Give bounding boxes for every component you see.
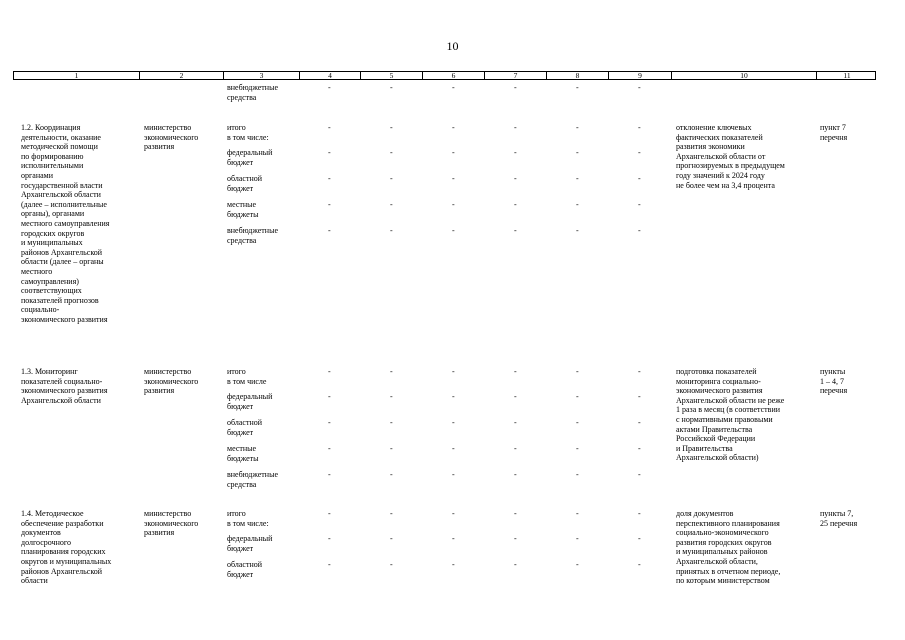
task-text: городских округов: [21, 228, 85, 238]
header-cell-1: 1: [74, 71, 79, 80]
dash-cell: -: [328, 470, 331, 479]
dash-cell: -: [452, 534, 455, 543]
executor-text: развития: [144, 142, 175, 152]
page-number: 10: [446, 39, 459, 53]
dash-cell: -: [390, 83, 393, 92]
dash-cell: -: [514, 200, 517, 209]
dash-cell: -: [638, 83, 641, 92]
table-header: [13, 71, 876, 80]
dash-cell: -: [328, 444, 331, 453]
header-cell-8: 8: [546, 72, 608, 79]
dash-cell: -: [638, 470, 641, 479]
dash-cell: -: [328, 123, 331, 132]
source-label: бюджет: [227, 157, 254, 167]
result-text: прогнозируемых в предыдущем: [676, 161, 785, 171]
dash-cell: -: [328, 367, 331, 376]
dash-cell: -: [328, 534, 331, 543]
task-text: районов Архангельской: [21, 566, 103, 576]
dash-cell: -: [638, 392, 641, 401]
task-text: округов и муниципальных: [21, 557, 112, 566]
source-label: бюджеты: [227, 453, 259, 463]
dash-cell: -: [328, 560, 331, 569]
source-label: бюджет: [227, 427, 254, 437]
dash-cell: -: [328, 509, 331, 518]
header-cell-10: 10: [671, 72, 816, 79]
source-label: областной: [227, 560, 263, 569]
dash-cell: -: [576, 174, 579, 183]
header-cell-9: 9: [608, 72, 671, 79]
task-text: и муниципальных: [21, 238, 83, 248]
dash-cell: -: [390, 148, 393, 157]
task-text: экономического развития: [21, 386, 108, 396]
source-label: в том числе: [227, 376, 267, 386]
items-text: 1 – 4, 7: [820, 376, 844, 386]
dash-cell: -: [390, 560, 393, 569]
executor-text: министерство: [144, 367, 192, 376]
header-cell-6: 6: [422, 72, 484, 79]
source-label: областной: [227, 418, 263, 427]
source-label: в том числе:: [227, 132, 269, 142]
result-text: с нормативными правовыми: [676, 415, 773, 424]
executor-text: экономического: [144, 376, 199, 386]
source-label: итого: [227, 367, 246, 376]
task-text: области: [21, 576, 48, 586]
task-text: методической помощи: [21, 142, 98, 152]
dash-cell: -: [638, 444, 641, 453]
dash-cell: -: [638, 174, 641, 183]
dash-cell: -: [390, 200, 393, 209]
dash-cell: -: [390, 123, 393, 132]
source-label: средства: [227, 92, 257, 102]
source-label: федеральный: [227, 148, 273, 157]
source-label: областной: [227, 174, 263, 183]
dash-cell: -: [452, 83, 455, 92]
dash-cell: -: [638, 534, 641, 543]
header-cell-7: 7: [484, 72, 546, 79]
task-text: социально-: [21, 305, 60, 315]
items-text: перечня: [820, 386, 848, 396]
header-cell-2: 2: [139, 72, 223, 79]
result-text: Архангельской области от: [676, 151, 766, 161]
dash-cell: -: [576, 534, 579, 543]
result-text: подготовка показателей: [676, 367, 757, 376]
executor-text: развития: [144, 386, 175, 396]
dash-cell: -: [452, 174, 455, 183]
result-text: и муниципальных районов: [676, 547, 768, 557]
task-text: местного самоуправления: [21, 219, 110, 228]
dash-cell: -: [514, 392, 517, 401]
dash-cell: -: [514, 226, 517, 235]
result-text: экономического развития: [676, 386, 763, 396]
dash-cell: -: [576, 444, 579, 453]
dash-cell: -: [328, 418, 331, 427]
result-text: развития городских округов: [676, 537, 772, 547]
dash-cell: -: [576, 123, 579, 132]
dash-cell: -: [514, 470, 517, 479]
dash-cell: -: [638, 200, 641, 209]
dash-cell: -: [390, 509, 393, 518]
header-cell-3: 3: [223, 72, 299, 79]
task-text: обеспечение разработки: [21, 518, 104, 528]
source-label: внебюджетные: [227, 470, 278, 479]
result-text: по которым министерством: [676, 576, 770, 586]
dash-cell: -: [452, 509, 455, 518]
dash-cell: -: [576, 392, 579, 401]
items-text: 25 перечня: [820, 518, 858, 528]
dash-cell: -: [390, 174, 393, 183]
dash-cell: -: [576, 226, 579, 235]
task-text: органами: [21, 171, 54, 180]
source-label: внебюджетные: [227, 83, 278, 92]
dash-cell: -: [576, 148, 579, 157]
source-label: средства: [227, 235, 257, 245]
dash-cell: -: [514, 534, 517, 543]
items-text: пункты: [820, 367, 846, 376]
dash-cell: -: [390, 392, 393, 401]
dash-cell: -: [514, 367, 517, 376]
task-text: показателей социально-: [21, 376, 103, 386]
task-text: показателей прогнозов: [21, 295, 99, 305]
result-text: Архангельской области,: [676, 557, 758, 566]
dash-cell: -: [452, 560, 455, 569]
source-label: средства: [227, 479, 257, 489]
dash-cell: -: [576, 560, 579, 569]
task-text: экономического развития: [21, 315, 108, 324]
dash-cell: -: [576, 470, 579, 479]
dash-cell: -: [452, 470, 455, 479]
result-text: и Правительства: [676, 443, 733, 453]
task-text: долгосрочного: [21, 537, 71, 547]
dash-cell: -: [328, 83, 331, 92]
result-text: принятых в отчетном периоде,: [676, 566, 781, 576]
dash-cell: -: [514, 174, 517, 183]
source-label: бюджет: [227, 543, 254, 553]
executor-text: развития: [144, 528, 175, 538]
dash-cell: -: [452, 444, 455, 453]
dash-cell: -: [452, 226, 455, 235]
dash-cell: -: [514, 418, 517, 427]
dash-cell: -: [390, 534, 393, 543]
dash-cell: -: [452, 367, 455, 376]
dash-cell: -: [514, 509, 517, 518]
executor-text: министерство: [144, 123, 192, 132]
dash-cell: -: [390, 418, 393, 427]
result-text: социально-экономического: [676, 528, 769, 538]
source-label: бюджеты: [227, 209, 259, 219]
dash-cell: -: [452, 148, 455, 157]
task-text: Архангельской области: [21, 395, 101, 405]
dash-cell: -: [514, 123, 517, 132]
items-text: пункты 7,: [820, 509, 854, 518]
executor-text: министерство: [144, 509, 192, 518]
task-text: деятельности, оказание: [21, 132, 101, 142]
result-text: доля документов: [676, 509, 734, 518]
dash-cell: -: [514, 83, 517, 92]
dash-cell: -: [638, 123, 641, 132]
dash-cell: -: [390, 470, 393, 479]
result-text: Архангельской области): [676, 453, 759, 463]
result-text: актами Правительства: [676, 424, 753, 434]
source-label: местные: [227, 200, 257, 209]
task-text: по формированию: [21, 151, 84, 161]
dash-cell: -: [328, 200, 331, 209]
dash-cell: -: [390, 226, 393, 235]
dash-cell: -: [638, 226, 641, 235]
task-text: 1.4. Методическое: [21, 509, 84, 518]
source-label: местные: [227, 444, 257, 453]
source-label: федеральный: [227, 392, 273, 401]
result-text: мониторинга социально-: [676, 376, 761, 386]
task-text: органы), органами: [21, 209, 85, 219]
source-label: в том числе:: [227, 518, 269, 528]
source-label: бюджет: [227, 183, 254, 193]
result-text: отклонение ключевых: [676, 123, 752, 132]
dash-cell: -: [514, 148, 517, 157]
dash-cell: -: [638, 418, 641, 427]
result-text: 1 раза в месяц (в соответствии: [676, 405, 781, 415]
dash-cell: -: [638, 509, 641, 518]
source-label: итого: [227, 123, 246, 132]
source-label: итого: [227, 509, 246, 518]
task-text: местного: [21, 267, 53, 276]
result-text: фактических показателей: [676, 132, 763, 142]
dash-cell: -: [328, 226, 331, 235]
dash-cell: -: [576, 418, 579, 427]
task-text: районов Архангельской: [21, 247, 103, 257]
dash-cell: -: [576, 200, 579, 209]
source-label: федеральный: [227, 534, 273, 543]
dash-cell: -: [576, 509, 579, 518]
result-text: перспективного планирования: [676, 518, 780, 528]
source-label: бюджет: [227, 401, 254, 411]
items-text: перечня: [820, 132, 848, 142]
items-text: пункт 7: [820, 123, 846, 132]
task-text: 1.3. Мониторинг: [21, 367, 78, 376]
task-text: 1.2. Координация: [21, 123, 81, 132]
dash-cell: -: [638, 560, 641, 569]
dash-cell: -: [452, 418, 455, 427]
dash-cell: -: [390, 444, 393, 453]
executor-text: экономического: [144, 518, 199, 528]
dash-cell: -: [452, 200, 455, 209]
dash-cell: -: [514, 444, 517, 453]
dash-cell: -: [514, 560, 517, 569]
dash-cell: -: [328, 174, 331, 183]
task-text: документов: [21, 528, 61, 538]
result-text: Архангельской области не реже: [676, 395, 785, 405]
header-cell-11: 11: [816, 72, 877, 79]
source-label: внебюджетные: [227, 226, 278, 235]
task-text: самоуправления): [21, 276, 79, 286]
task-text: Архангельской области: [21, 190, 101, 200]
task-text: планирования городских: [21, 547, 106, 557]
header-cell-5: 5: [360, 72, 422, 79]
executor-text: экономического: [144, 132, 199, 142]
dash-cell: -: [576, 83, 579, 92]
task-text: государственной власти: [21, 180, 103, 190]
source-label: бюджет: [227, 569, 254, 579]
task-text: исполнительными: [21, 161, 84, 171]
dash-cell: -: [452, 392, 455, 401]
dash-cell: -: [328, 148, 331, 157]
dash-cell: -: [452, 123, 455, 132]
task-text: соответствующих: [21, 286, 82, 296]
task-text: области (далее – органы: [21, 257, 104, 267]
result-text: году значений к 2024 году: [676, 171, 765, 180]
dash-cell: -: [576, 367, 579, 376]
result-text: развития экономики: [676, 142, 745, 152]
dash-cell: -: [390, 367, 393, 376]
dash-cell: -: [638, 367, 641, 376]
dash-cell: -: [638, 148, 641, 157]
task-text: (далее – исполнительные: [21, 199, 107, 209]
header-cell-4: 4: [299, 72, 360, 79]
result-text: Российской Федерации: [676, 434, 756, 444]
result-text: не более чем на 3,4 процента: [676, 180, 775, 190]
dash-cell: -: [328, 392, 331, 401]
